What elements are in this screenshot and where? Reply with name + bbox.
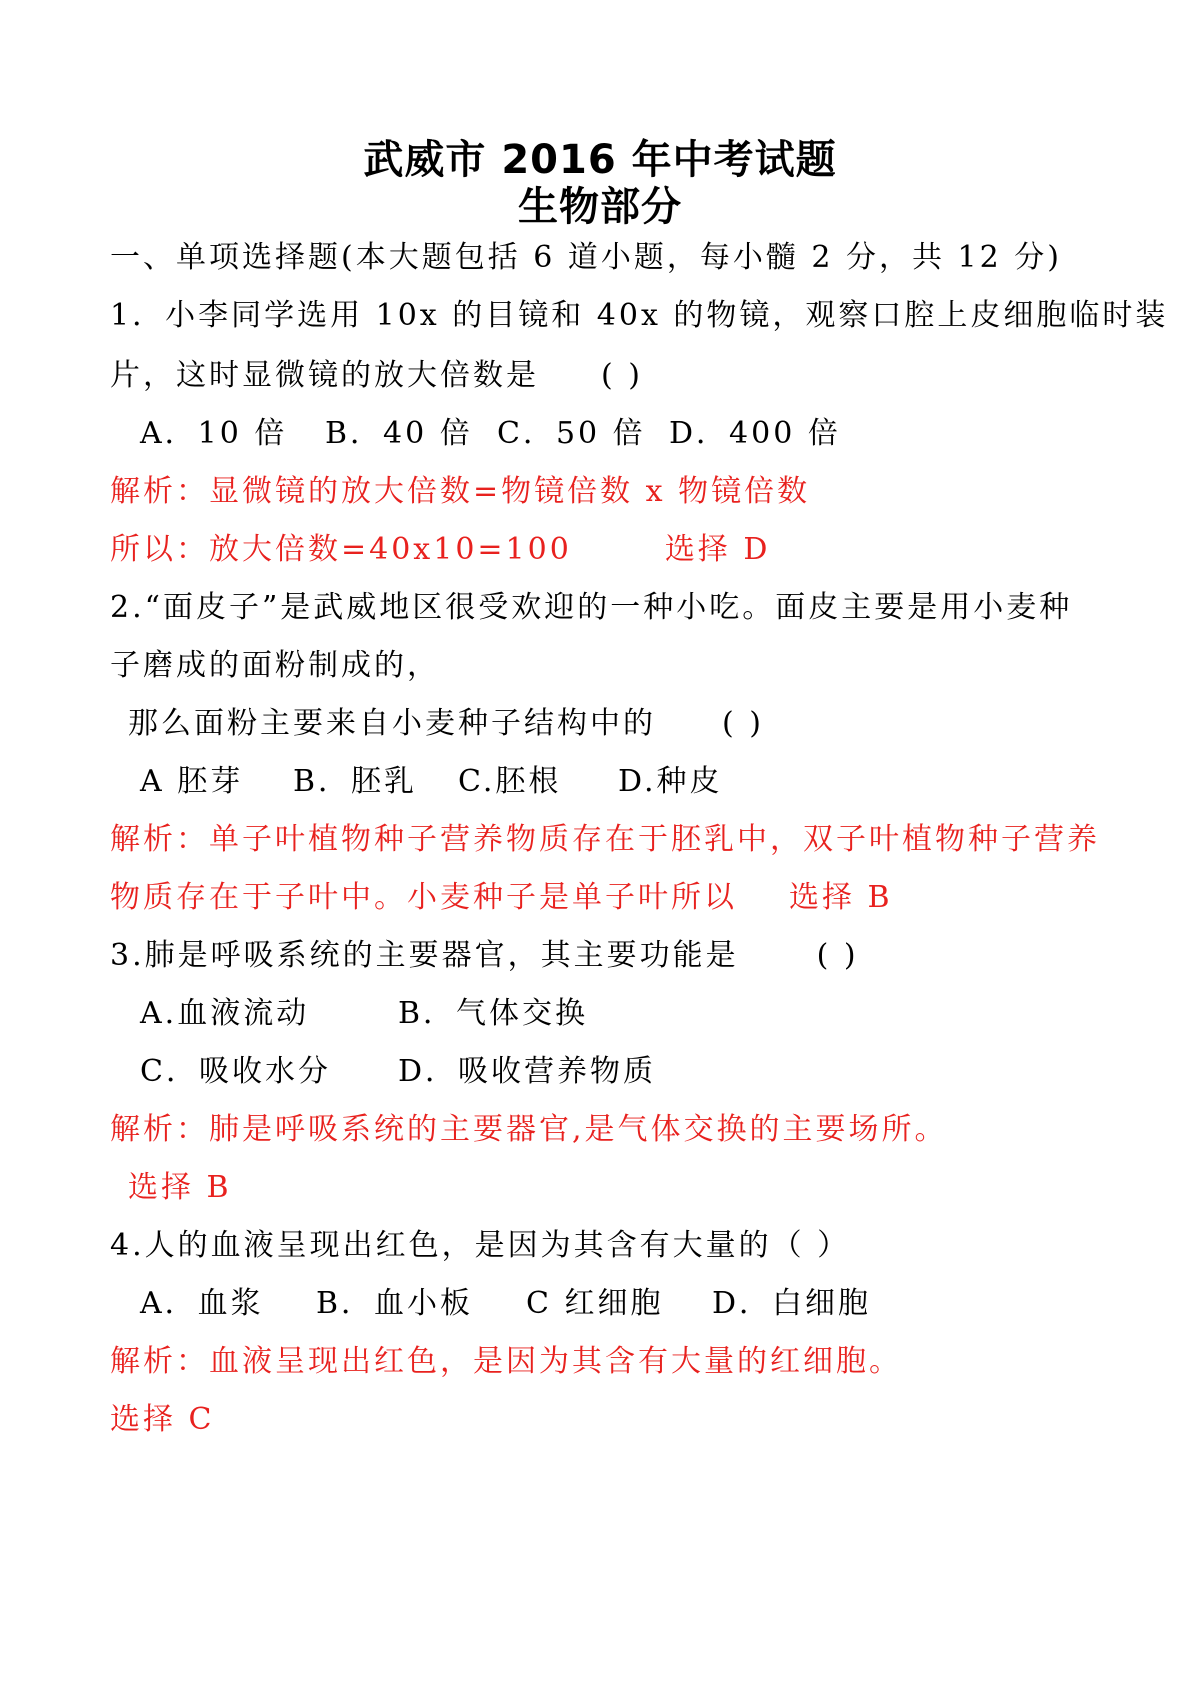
- question-1-option-a: A．10 倍: [140, 416, 288, 451]
- question-3-stem-text: 3.肺是呼吸系统的主要器官，其主要功能是: [110, 938, 739, 973]
- question-3-analysis: 解析：肺是呼吸系统的主要器官,是气体交换的主要场所。: [110, 1112, 948, 1147]
- question-2-analysis-text: 物质存在于子叶中。小麦种子是单子叶所以: [110, 880, 737, 915]
- question-4-answer: 选择 C: [110, 1402, 215, 1437]
- question-4-option-b: B．血小板: [316, 1286, 474, 1321]
- question-3-options-row1: [140, 994, 588, 1034]
- question-1-stem-line1: 1．小李同学选用 10x 的目镜和 40x 的物镜，观察口腔上皮细胞临时装: [110, 298, 1169, 333]
- question-1-analysis: 解析：显微镜的放大倍数=物镜倍数 x 物镜倍数: [110, 474, 811, 509]
- question-3-answer: 选择 B: [128, 1170, 232, 1205]
- question-1-option-d: D．400 倍: [669, 416, 841, 451]
- question-2-option-c: C.胚根: [458, 764, 562, 799]
- question-2-options: [140, 762, 723, 802]
- question-4-analysis: 解析：血液呈现出红色，是因为其含有大量的红细胞。: [110, 1344, 902, 1379]
- question-2-stem-text: 那么面粉主要来自小麦种子结构中的: [128, 706, 656, 741]
- question-2-option-a: A 胚芽: [140, 764, 244, 799]
- question-1-answer: 选择 D: [664, 532, 771, 567]
- question-1-stem-line2: [110, 356, 643, 396]
- question-3-option-a: A.血液流动: [140, 996, 310, 1031]
- question-4-option-c: C 红细胞: [526, 1286, 664, 1321]
- question-2-stem-line1: 2.“面皮子”是武威地区很受欢迎的一种小吃。面皮主要是用小麦种: [110, 590, 1073, 625]
- question-4-option-a: A．血浆: [140, 1286, 264, 1321]
- question-3-option-c: C．吸收水分: [140, 1054, 331, 1089]
- question-2-analysis-line1: 解析：单子叶植物种子营养物质存在于胚乳中，双子叶植物种子营养: [110, 822, 1100, 857]
- question-2-analysis-line2: [110, 878, 893, 918]
- section-header: 一、单项选择题(本大题包括 6 道小题，每小髓 2 分，共 12 分): [110, 240, 1062, 275]
- page-subtitle: 生物部分: [518, 184, 682, 230]
- question-2-answer-paren: ( ): [722, 706, 764, 741]
- question-3-options-row2: [140, 1052, 656, 1092]
- question-1-calculation: 所以：放大倍数=40x10=100: [110, 532, 572, 567]
- question-4-option-d: D．白细胞: [712, 1286, 872, 1321]
- question-1-option-b: B．40 倍: [325, 416, 473, 451]
- question-1-option-c: C．50 倍: [497, 416, 646, 451]
- question-3-option-b: B．气体交换: [398, 996, 589, 1031]
- question-2-stem-line2: 子磨成的面粉制成的，: [110, 648, 440, 683]
- question-2-option-d: D.种皮: [618, 764, 723, 799]
- question-2-answer: 选择 B: [789, 880, 893, 915]
- page-title: 武威市 2016 年中考试题: [363, 137, 837, 183]
- question-4-stem: 4.人的血液呈现出红色，是因为其含有大量的（ ）: [110, 1228, 851, 1263]
- question-1-options: [140, 414, 841, 454]
- question-3-stem: [110, 936, 859, 976]
- question-1-answer-paren: ( ): [601, 358, 643, 393]
- question-1-stem-text: 片，这时显微镜的放大倍数是: [110, 358, 539, 393]
- question-3-option-d: D．吸收营养物质: [398, 1054, 657, 1089]
- question-2-option-b: B．胚乳: [293, 764, 418, 799]
- question-1-analysis-result: [110, 530, 770, 570]
- question-2-stem-line3: [128, 704, 764, 744]
- question-3-answer-paren: ( ): [816, 938, 859, 973]
- question-4-options: [140, 1284, 871, 1324]
